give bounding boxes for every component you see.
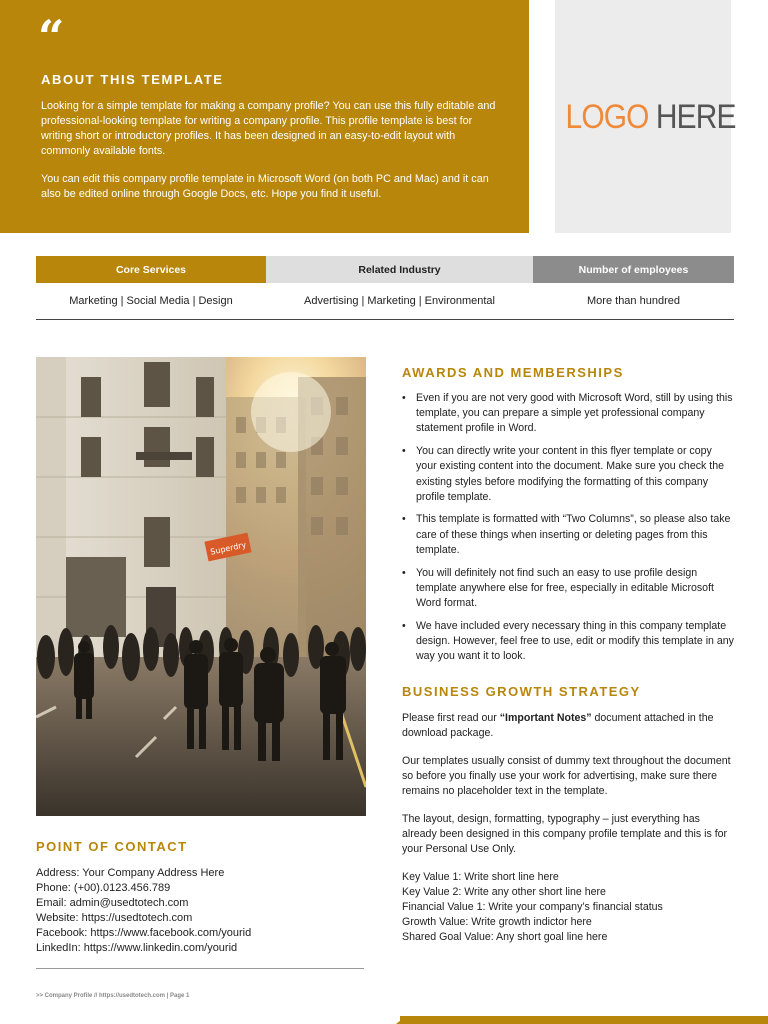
- key-value-line: Shared Goal Value: Any short goal line here: [402, 931, 608, 943]
- list-item: • We have included every necessary thing in this company template design. However, feel free to use, edit or modify this template in any way you want it to look.: [402, 619, 734, 665]
- growth-p1-end: document attached in the download package.: [402, 712, 714, 740]
- key-value-line: Financial Value 1: Write your company’s financial status: [402, 901, 663, 913]
- table-header-row: [36, 256, 734, 283]
- street-scene-photo: [36, 357, 366, 816]
- company-info-table: [36, 256, 734, 320]
- header-number-of-employees: Number of employees: [533, 256, 734, 283]
- logo-word-1: LOGO: [565, 98, 649, 136]
- bottom-accent-bar: [400, 1016, 768, 1024]
- about-paragraph-1: Looking for a simple template for making a company profile? You can use this fully editable and professional-looking template for writing a company profile. This profile template is best for writing short or introductory profiles. It has been designed in an easy-to-edit layout with commonly available fonts.: [41, 100, 496, 157]
- about-title: ABOUT THIS TEMPLATE: [41, 72, 224, 87]
- quote-icon: “: [38, 10, 65, 64]
- key-value-line: Growth Value: Write growth indictor here: [402, 916, 592, 928]
- footer-divider: [36, 968, 364, 969]
- about-template-banner: [0, 0, 529, 233]
- logo-text: [565, 98, 736, 137]
- cell-number-of-employees: More than hundred: [587, 295, 680, 307]
- logo-placeholder: [555, 0, 736, 233]
- contact-email: Email: admin@usedtotech.com: [36, 897, 189, 909]
- growth-title: BUSINESS GROWTH STRATEGY: [402, 684, 641, 699]
- awards-list: [402, 391, 734, 672]
- cell-related-industry: Advertising | Marketing | Environmental: [304, 295, 495, 307]
- shop-sign-text: Superdry: [209, 540, 248, 557]
- list-item: • You will definitely not find such an easy to use profile design template anywhere else for free, especially in editable Microsoft Word format.: [402, 566, 734, 612]
- list-item: • This template is formatted with “Two Columns”, so please also take care of these things when inserting or deleting pages from this template.: [402, 512, 734, 558]
- contact-linkedin: LinkedIn: https://www.linkedin.com/yourid: [36, 942, 238, 954]
- growth-paragraph-2: Our templates usually consist of dummy text throughout the document so before you finally use your work for advertising, make sure there remains no placeholder text in the template.: [402, 755, 731, 798]
- page-footer: >> Company Profile // https://usedtotech.com | Page 1: [36, 993, 190, 999]
- list-item: • Even if you are not very good with Microsoft Word, still by using this template, you can prepare a simple yet professional company statement profile in Word.: [402, 391, 734, 437]
- contact-title: POINT OF CONTACT: [36, 839, 188, 854]
- table-row: [36, 283, 734, 320]
- cell-core-services: Marketing | Social Media | Design: [69, 295, 233, 307]
- header-related-industry: Related Industry: [266, 256, 533, 283]
- logo-word-2: HERE: [648, 98, 736, 136]
- about-paragraph-2: You can edit this company profile template in Microsoft Word (on both PC and Mac) and it can also be edited online through Google Docs, etc. Hope you find it useful.: [41, 173, 489, 200]
- contact-website: Website: https://usedtotech.com: [36, 912, 193, 924]
- awards-title: AWARDS AND MEMBERSHIPS: [402, 365, 624, 380]
- key-value-line: Key Value 1: Write short line here: [402, 871, 559, 883]
- growth-paragraph-3: The layout, design, formatting, typography – just everything has already been designed in this company profile template and this is for your Personal Use Only.: [402, 813, 728, 856]
- contact-address: Address: Your Company Address Here: [36, 867, 225, 879]
- growth-paragraph-1: [402, 711, 736, 741]
- contact-phone: Phone: (+00).0123.456.789: [36, 882, 171, 894]
- important-notes-text: “Important Notes”: [499, 712, 592, 724]
- key-value-line: Key Value 2: Write any other short line here: [402, 886, 606, 898]
- header-core-services: Core Services: [36, 256, 266, 283]
- list-item: • You can directly write your content in this flyer template or copy your existing content into the document. Make sure you check the existing styles before modifying the formatting of this company profile template.: [402, 444, 734, 505]
- growth-p1-start: Please first read our: [402, 712, 500, 724]
- contact-facebook: Facebook: https://www.facebook.com/yourid: [36, 927, 252, 939]
